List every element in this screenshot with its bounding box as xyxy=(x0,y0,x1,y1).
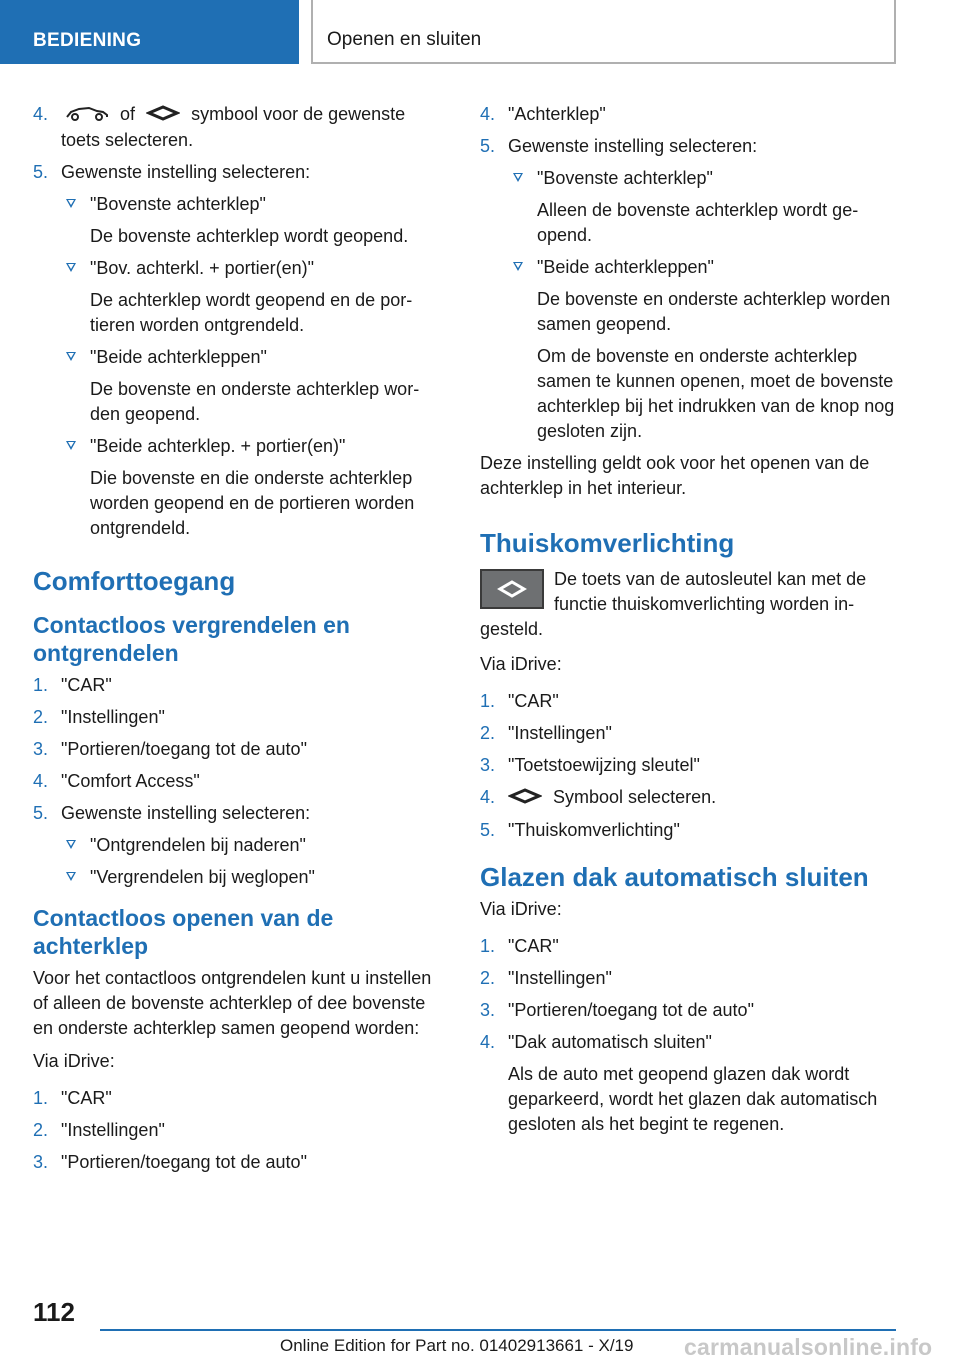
key-button-image xyxy=(480,569,544,609)
via-idrive: Via iDrive: xyxy=(33,1050,115,1071)
triangle-bullet-icon xyxy=(513,262,523,271)
list-item xyxy=(33,102,443,153)
step-desc: Als de auto met geopend glazen dak wordt geparkeerd, wordt het glazen dak automatisch gesloten als het begint te regenen. xyxy=(508,1063,878,1134)
step-number: 3. xyxy=(480,755,496,775)
step-text: "Comfort Access" xyxy=(61,770,200,791)
step-number: 1. xyxy=(480,935,496,956)
list-item xyxy=(33,705,443,730)
step-text: Symbool selecteren. xyxy=(553,787,717,807)
list-item xyxy=(480,753,898,778)
list-item xyxy=(33,1150,443,1175)
list-item xyxy=(480,689,898,714)
step-text: Gewenste instelling selecteren: xyxy=(508,136,758,156)
step-text: "Instellingen" xyxy=(61,706,165,727)
option-label: "Vergrendelen bij weglopen" xyxy=(90,866,315,887)
watermark-logo: carmanualsonline.info xyxy=(684,1334,933,1360)
via-idrive: Via iDrive: xyxy=(480,654,562,674)
option-item xyxy=(33,865,443,890)
section-title: BEDIENING xyxy=(33,30,142,51)
heading-contactless-lock: Contactloos vergrendelen en ontgrendelen xyxy=(33,611,350,666)
list-item xyxy=(480,818,898,843)
footer-divider xyxy=(100,1329,896,1331)
step-number: 4. xyxy=(480,787,496,807)
step-text: "Portieren/toegang tot de auto" xyxy=(61,1151,307,1172)
list-item xyxy=(480,134,898,159)
step-text: "Instellingen" xyxy=(508,723,612,743)
step-text: "CAR" xyxy=(61,674,112,695)
chapter-title: Openen en sluiten xyxy=(327,29,482,50)
step-number: 4. xyxy=(33,770,49,791)
step-number: 3. xyxy=(33,1151,49,1172)
step-number: 4. xyxy=(480,1031,496,1052)
option-item xyxy=(33,833,443,858)
paragraph: De toets van de autosleutel kan met de functie thuiskomverlichting worden ingesteld. xyxy=(480,569,867,639)
option-label: "Bovenste achterklep" xyxy=(537,168,713,188)
step-text: Gewenste instelling selecteren: xyxy=(61,161,311,182)
option-desc: De bovenste achterklep wordt geopend. xyxy=(90,225,409,246)
option-label: "Beide achterkleppen" xyxy=(537,257,714,277)
list-item xyxy=(33,737,443,762)
option-desc: Die bovenste en die onderste achterklep worden geopend en de portieren worden ontgrendeld. xyxy=(90,467,415,538)
step-number: 4. xyxy=(33,104,49,124)
option-item xyxy=(33,345,443,427)
list-item xyxy=(480,102,898,127)
step-text: "CAR" xyxy=(508,935,559,956)
step-text: "Portieren/toegang tot de auto" xyxy=(61,738,307,759)
diamond-icon xyxy=(482,571,542,607)
step-number: 5. xyxy=(33,802,49,823)
step-number: 4. xyxy=(480,104,496,124)
diamond-icon xyxy=(508,786,542,811)
list-item xyxy=(480,785,898,811)
option-note: Om de bovenste en onderste achterklep samen te kunnen openen, moet de bovenste achterklep bij het indrukken van de knop nog gesloten zijn. xyxy=(537,346,895,441)
list-item xyxy=(480,966,898,991)
heading-roof: Glazen dak automatisch sluiten xyxy=(480,861,869,892)
page-number: 112 xyxy=(33,1297,75,1327)
list-item xyxy=(33,801,443,826)
option-desc: Alleen de bovenste achterklep wordt geopend. xyxy=(537,200,859,245)
via-idrive: Via iDrive: xyxy=(480,898,562,919)
car-icon xyxy=(65,103,109,128)
list-item xyxy=(480,721,898,746)
step-number: 5. xyxy=(480,136,496,156)
triangle-bullet-icon xyxy=(513,173,523,182)
section-tab xyxy=(0,0,299,64)
step-number: 2. xyxy=(480,967,496,988)
heading-comfort: Comforttoegang xyxy=(33,565,236,596)
step-text: "CAR" xyxy=(61,1087,112,1108)
step-number: 2. xyxy=(33,1119,49,1140)
right-column xyxy=(480,102,898,1144)
heading-contactless-open: Contactloos openen van de achterklep xyxy=(33,904,334,959)
step-number: 1. xyxy=(480,691,496,711)
list-item xyxy=(33,1086,443,1111)
step-number: 2. xyxy=(33,706,49,727)
list-item xyxy=(33,1118,443,1143)
step-text: "Dak automatisch sluiten" xyxy=(508,1031,712,1052)
left-column xyxy=(33,102,443,1182)
of-word: of xyxy=(120,104,136,124)
list-item xyxy=(33,673,443,698)
option-desc: De bovenste en onderste achterklep worden geopend. xyxy=(90,378,420,424)
option-item xyxy=(33,256,443,338)
step-number: 1. xyxy=(33,674,49,695)
triangle-bullet-icon xyxy=(66,199,76,208)
list-item xyxy=(480,998,898,1023)
step-number: 3. xyxy=(33,738,49,759)
step-text: "Thuiskomverlichting" xyxy=(508,819,680,840)
option-item xyxy=(33,434,443,541)
paragraph: Voor het contactloos ontgrendelen kunt u instellen of alleen de bovenste achterklep of dee bovenste en onderste achterklep samen geopend worden: xyxy=(33,967,432,1038)
triangle-bullet-icon xyxy=(66,352,76,361)
diamond-icon xyxy=(146,103,180,128)
list-item xyxy=(33,769,443,794)
option-item xyxy=(480,255,898,444)
option-item xyxy=(33,192,443,249)
step-text: Gewenste instelling selecteren: xyxy=(61,802,311,823)
step-text: "Achterklep" xyxy=(508,104,606,124)
step-number: 5. xyxy=(480,819,496,840)
chapter-tab xyxy=(311,0,896,64)
option-desc: De achterklep wordt geopend en de portieren worden ontgrendeld. xyxy=(90,289,413,335)
edition-text: Online Edition for Part no. 01402913661 - X/19 xyxy=(280,1336,634,1355)
triangle-bullet-icon xyxy=(66,840,76,849)
list-item xyxy=(480,934,898,959)
option-label: "Beide achterkleppen" xyxy=(90,346,267,367)
step-text: "Portieren/toegang tot de auto" xyxy=(508,999,754,1020)
step-text: "Instellingen" xyxy=(61,1119,165,1140)
option-desc: De bovenste en onderste achterklep worden samen geopend. xyxy=(537,289,891,334)
step-text: "Instellingen" xyxy=(508,967,612,988)
option-label: "Beide achterklep. + portier(en)" xyxy=(90,435,346,456)
step-number: 3. xyxy=(480,999,496,1020)
step-number: 1. xyxy=(33,1087,49,1108)
list-item xyxy=(33,160,443,185)
paragraph: Deze instelling geldt ook voor het openen van de achterklep in het interieur. xyxy=(480,453,870,498)
option-item xyxy=(480,166,898,248)
option-label: "Ontgrendelen bij naderen" xyxy=(90,834,306,855)
list-item xyxy=(480,1030,898,1137)
triangle-bullet-icon xyxy=(66,872,76,881)
triangle-bullet-icon xyxy=(66,263,76,272)
step-text: "Toetstoewijzing sleutel" xyxy=(508,755,700,775)
step-number: 5. xyxy=(33,161,49,182)
triangle-bullet-icon xyxy=(66,441,76,450)
option-label: "Bov. achterkl. + portier(en)" xyxy=(90,257,315,278)
option-label: "Bovenste achterklep" xyxy=(90,193,266,214)
step-text: symbool voor de gewenste toets selecteren. xyxy=(61,104,406,150)
step-text: "CAR" xyxy=(508,691,559,711)
step-number: 2. xyxy=(480,723,496,743)
home-lighting-block xyxy=(480,567,898,642)
heading-home-lighting: Thuiskomverlichting xyxy=(480,528,735,558)
